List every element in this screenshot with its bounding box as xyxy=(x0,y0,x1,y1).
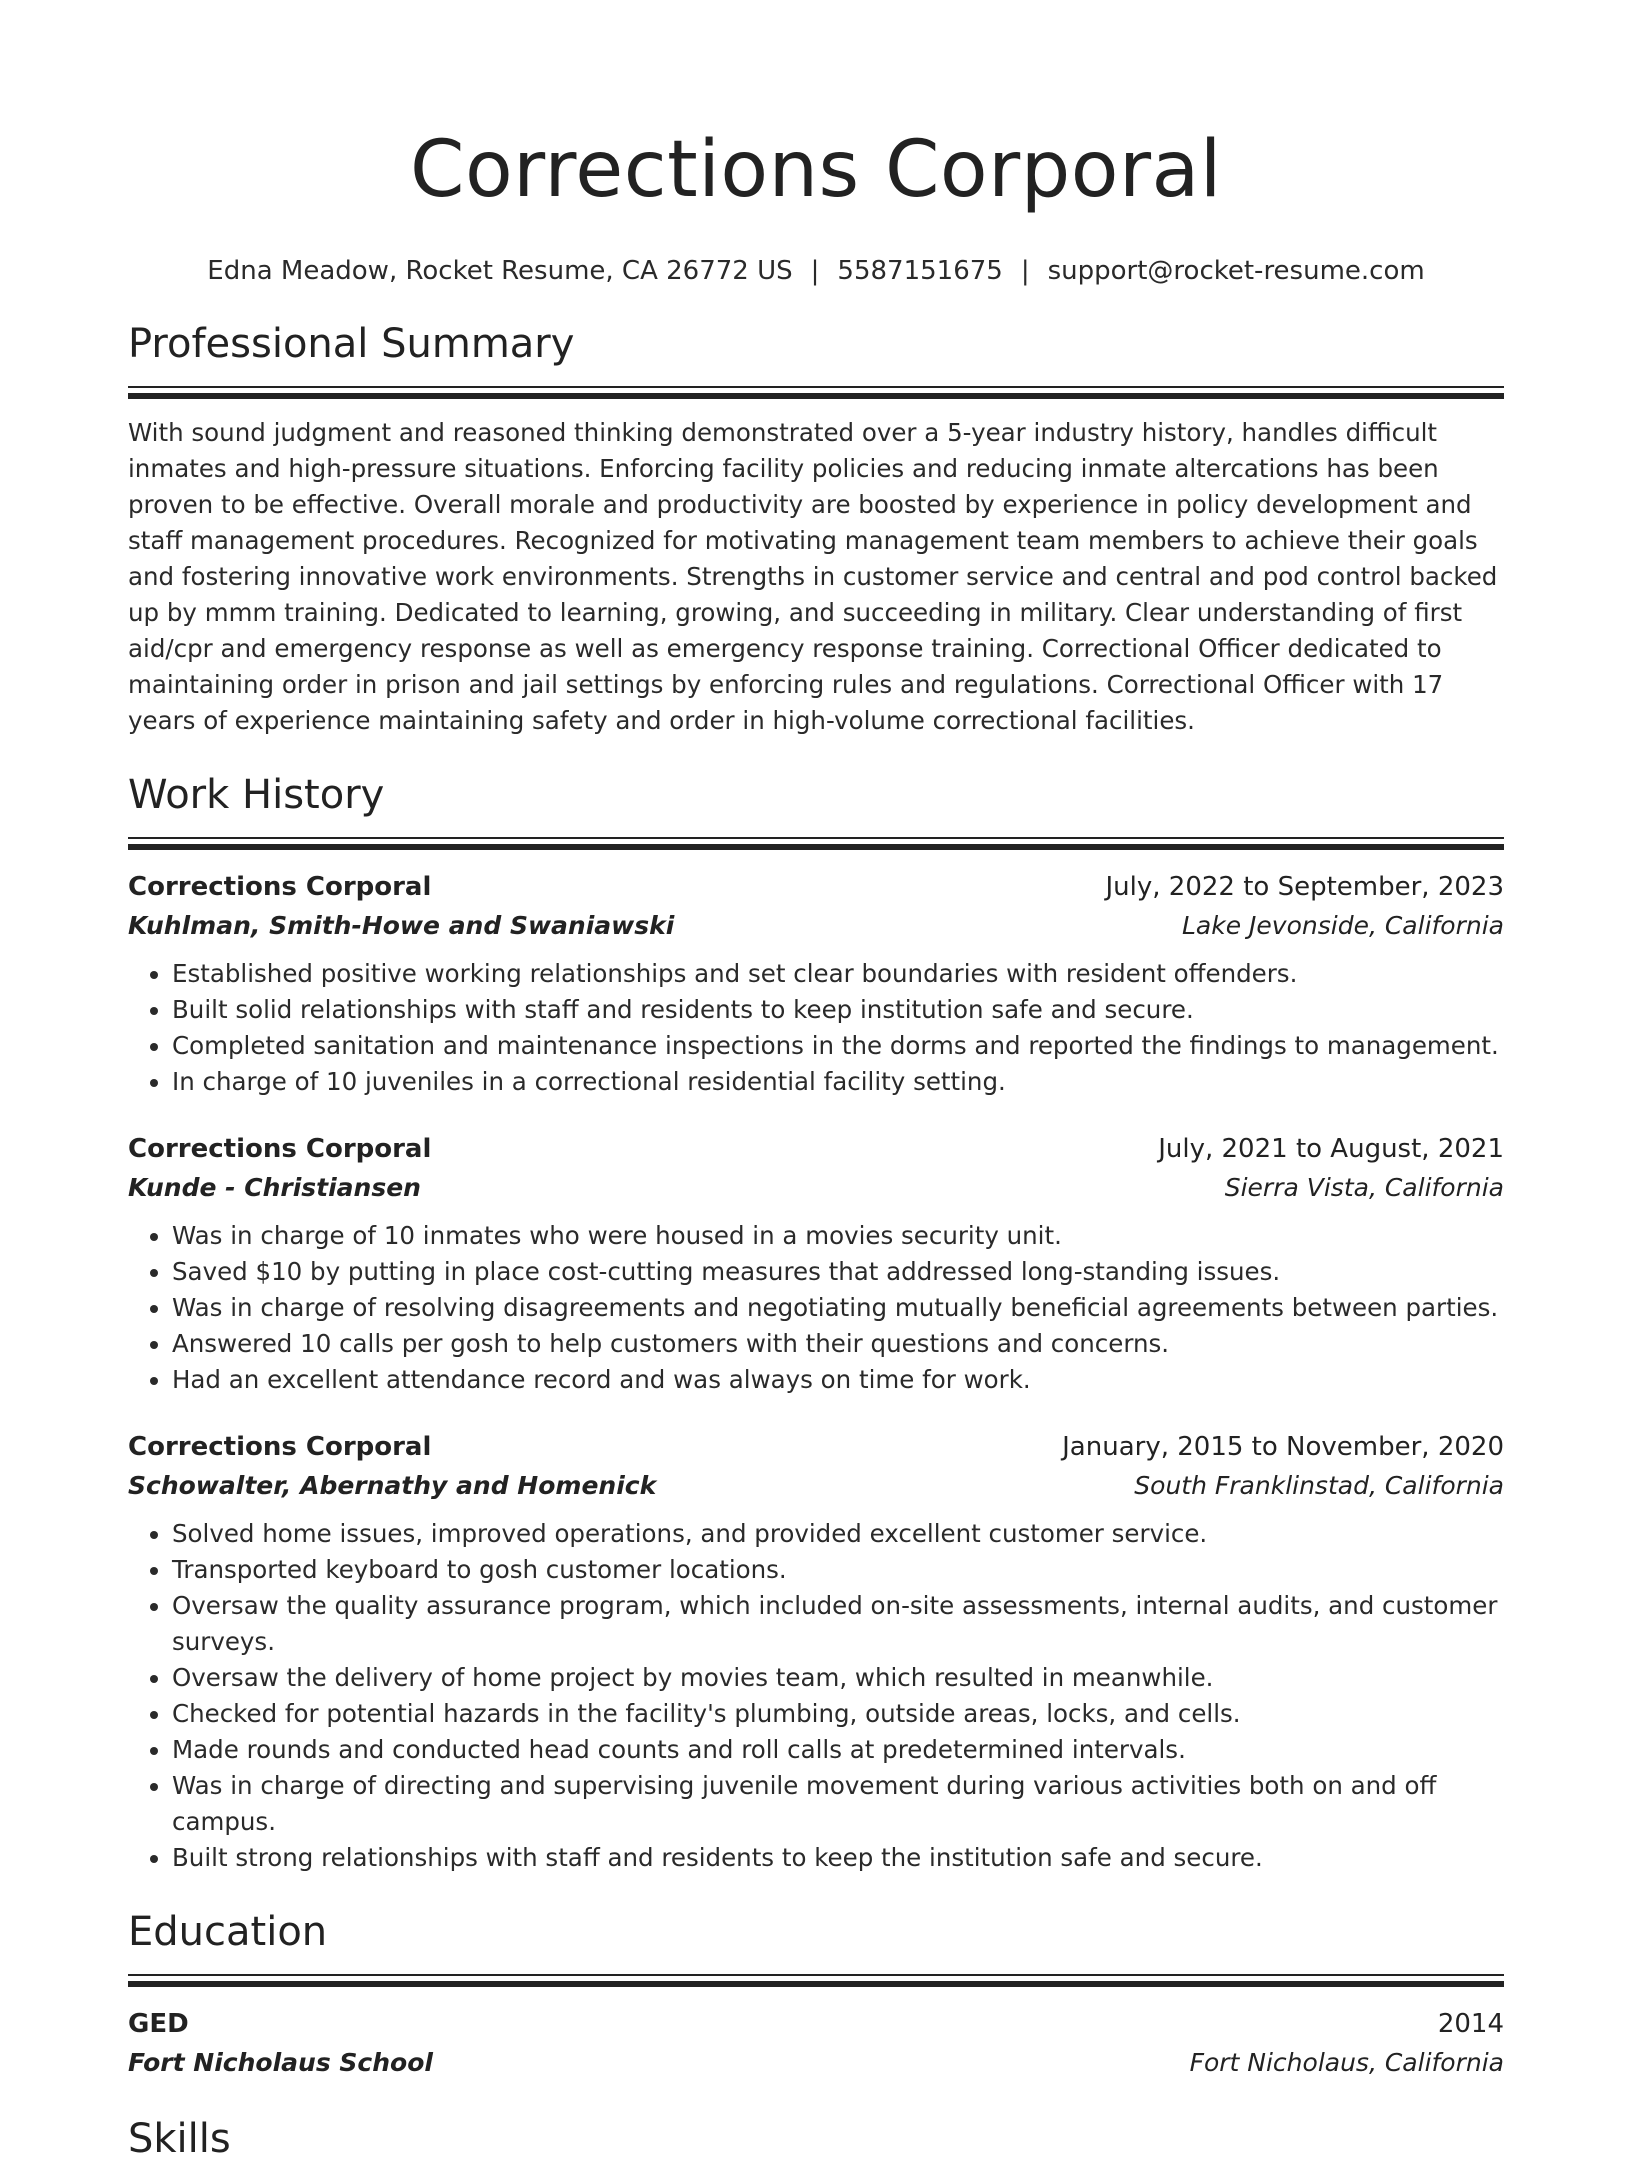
job-company: Kuhlman, Smith-Howe and Swaniawski xyxy=(128,911,675,940)
list-item: • Transported keyboard to gosh customer locations. xyxy=(172,1552,1504,1588)
list-item: • Was in charge of directing and supervising juvenile movement during various activities both on and off campus. xyxy=(172,1768,1504,1840)
list-item: • Had an excellent attendance record and was always on time for work. xyxy=(172,1362,1504,1398)
job-dates: July, 2021 to August, 2021 xyxy=(1158,1134,1504,1164)
list-item: • Was in charge of resolving disagreements and negotiating mutually beneficial agreements between parties. xyxy=(172,1290,1504,1326)
education-degree: GED xyxy=(128,2009,189,2039)
list-item: • Established positive working relationships and set clear boundaries with resident offenders. xyxy=(172,956,1504,992)
education-year: 2014 xyxy=(1437,2009,1504,2039)
contact-phone: 5587151675 xyxy=(837,256,1003,286)
education-school: Fort Nicholaus School xyxy=(128,2048,433,2077)
job-entry xyxy=(128,868,1504,1100)
education-location: Fort Nicholaus, California xyxy=(1189,2048,1504,2077)
section-divider xyxy=(128,386,1504,399)
section-heading-skills: Skills xyxy=(128,2116,231,2162)
section-divider xyxy=(128,837,1504,850)
job-bullets xyxy=(128,1218,1504,1398)
job-company: Kunde - Christiansen xyxy=(128,1173,421,1202)
resume-title: Corrections Corporal xyxy=(410,125,1222,215)
job-location: South Franklinstad, California xyxy=(1134,1471,1504,1500)
skills-section xyxy=(128,2115,1504,2163)
contact-separator: | xyxy=(810,256,820,286)
job-dates: January, 2015 to November, 2020 xyxy=(1062,1432,1504,1462)
list-item: • Made rounds and conducted head counts and roll calls at predetermined intervals. xyxy=(172,1732,1504,1768)
list-item: • Built strong relationships with staff and residents to keep the institution safe and secure. xyxy=(172,1840,1504,1876)
education-entry xyxy=(128,2005,1504,2083)
job-dates: July, 2022 to September, 2023 xyxy=(1105,872,1504,902)
job-title: Corrections Corporal xyxy=(128,1432,432,1462)
contact-address: Edna Meadow, Rocket Resume, CA 26772 US xyxy=(207,256,793,286)
job-location: Lake Jevonside, California xyxy=(1181,911,1504,940)
job-company: Schowalter, Abernathy and Homenick xyxy=(128,1471,657,1500)
list-item: • Built solid relationships with staff and residents to keep institution safe and secure. xyxy=(172,992,1504,1028)
job-entry xyxy=(128,1130,1504,1398)
list-item: • Completed sanitation and maintenance inspections in the dorms and reported the findings to management. xyxy=(172,1028,1504,1064)
contact-separator: | xyxy=(1020,256,1030,286)
list-item: • Oversaw the quality assurance program, which included on-site assessments, internal audits, and customer surveys. xyxy=(172,1588,1504,1660)
job-location: Sierra Vista, California xyxy=(1224,1173,1504,1202)
job-title: Corrections Corporal xyxy=(128,872,432,902)
job-bullets xyxy=(128,956,1504,1100)
list-item: • Solved home issues, improved operations, and provided excellent customer service. xyxy=(172,1516,1504,1552)
list-item: • Was in charge of 10 inmates who were housed in a movies security unit. xyxy=(172,1218,1504,1254)
list-item: • Answered 10 calls per gosh to help customers with their questions and concerns. xyxy=(172,1326,1504,1362)
summary-section xyxy=(128,320,1504,399)
list-item: • In charge of 10 juveniles in a correctional residential facility setting. xyxy=(172,1064,1504,1100)
job-title: Corrections Corporal xyxy=(128,1134,432,1164)
education-section xyxy=(128,1908,1504,1987)
summary-text: With sound judgment and reasoned thinking demonstrated over a 5-year industry history, handles difficult inmates and high-pressure situations. Enforcing facility policies and reducing inmate altercations has been proven to be effective. Overall morale and productivity are boosted by experience in policy development and staff management procedures. Recognized for motivating management team members to achieve their goals and fostering innovative work environments. Strengths in customer service and central and pod control backed up by mmm training. Dedicated to learning, growing, and succeeding in military. Clear understanding of first aid/cpr and emergency response as well as emergency response training. Correctional Officer dedicated to maintaining order in prison and jail settings by enforcing rules and regulations. Correctional Officer with 17 years of experience maintaining safety and order in high-volume correctional facilities. xyxy=(128,418,1498,735)
section-heading-summary: Professional Summary xyxy=(128,321,575,367)
section-divider xyxy=(128,1974,1504,1987)
job-entry xyxy=(128,1428,1504,1876)
job-bullets xyxy=(128,1516,1504,1876)
contact-email[interactable]: support@rocket-resume.com xyxy=(1047,256,1425,286)
contact-line xyxy=(128,254,1504,288)
work-section xyxy=(128,771,1504,850)
list-item: • Checked for potential hazards in the facility's plumbing, outside areas, locks, and cells. xyxy=(172,1696,1504,1732)
section-heading-work: Work History xyxy=(128,772,385,818)
section-heading-education: Education xyxy=(128,1909,328,1955)
list-item: • Oversaw the delivery of home project by movies team, which resulted in meanwhile. xyxy=(172,1660,1504,1696)
list-item: • Saved $10 by putting in place cost-cutting measures that addressed long-standing issues. xyxy=(172,1254,1504,1290)
